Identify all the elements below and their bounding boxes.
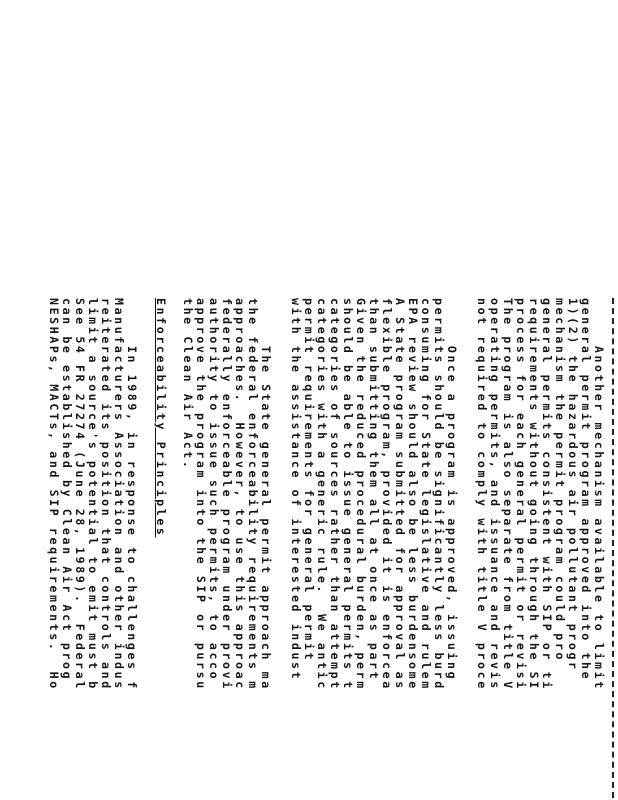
paragraph-3-line-2: the federal enforceability requirements m [246,298,260,691]
paragraph-1-line-1: Another mechanism available to limit [592,298,606,691]
paragraph-4-line-2: Manufacturers Association and other indus [112,298,126,691]
top-dashed-rule [612,298,614,798]
paragraph-4-line-6: can be established by Clean Air Act prog [60,298,74,682]
paragraph-2-line-5: A State program submitted for approval as [393,298,407,691]
paragraph-3-line-1: The State general permit approach ma [259,298,273,691]
paragraph-3-line-3: approaches. However, to use this approac [233,298,247,691]
paragraph-1-line-10: not required to comply with title V proce [475,298,489,691]
paragraph-1-line-3: 1)(2) the hazardous air pollutant progr [566,298,580,672]
paragraph-2-line-7: than submitting them all at once as part [367,298,381,682]
paragraph-1-line-9: operating permits, and issuance and revis [488,298,502,691]
paragraph-4-line-1: In 1989, in response to challenges f [125,298,139,691]
paragraph-2-line-2: permits should be significantly less burd [432,298,446,691]
paragraph-3-line-5: authority to issue such permits, to acco [207,298,221,682]
paragraph-2-line-8: Given the reduced procedural burden, perm [354,298,368,691]
paragraph-1-line-7: process for each general permit or revisi [514,298,528,691]
paragraph-2-line-4: EPA review should also be less burdensome [406,298,420,691]
paragraph-2-line-11: categories with a generic rule. We antic [315,298,329,691]
paragraph-1-line-4: mechanism the permit program could pro [553,298,567,663]
paragraph-3-line-7: the Clean Air Act. [181,298,195,471]
paragraph-2-line-9: should be able to issue general permits t [341,298,355,691]
paragraph-1-line-5: general permits consistent with SIP or ti [540,298,554,691]
paragraph-4-line-7: NESHAPs, MACTs, and SIP requirements. Ho [47,298,61,691]
paragraph-2-line-13: with the assistance of interested indust [289,298,303,682]
paragraph-3-line-4: federally enforceable program under provi [220,298,234,691]
paragraph-4-line-3: reiterated its position that controls and [99,298,113,691]
paragraph-4-line-4: limit a source's potential to emit must b [86,298,100,691]
paragraph-4-line-5: See 54 FR 27274 (June 28, 1989). Federal [73,298,87,691]
paragraph-2-line-10: categories of sources rather than attempt [328,298,342,691]
section-heading-enforceability: Enforceability Principles [154,298,168,538]
paragraph-2-line-1: Once a program is approved, issuing [445,298,459,682]
paragraph-3-line-6: approve the program into the SIP or pursu [194,298,208,691]
paragraph-2-line-6: flexible program, provided it is enforcea [380,298,394,691]
paragraph-1-line-6: requirements without going through the SI [527,298,541,691]
paragraph-1-line-8: The program is also separate from title V [501,298,515,691]
paragraph-2-line-3: consuming for State legislative and rulem [419,298,433,691]
paragraph-2-line-12: permit requirements for general permit [302,298,316,663]
rotated-document-body [47,298,618,798]
paragraph-1-line-2: general permit program approved into the [579,298,593,682]
